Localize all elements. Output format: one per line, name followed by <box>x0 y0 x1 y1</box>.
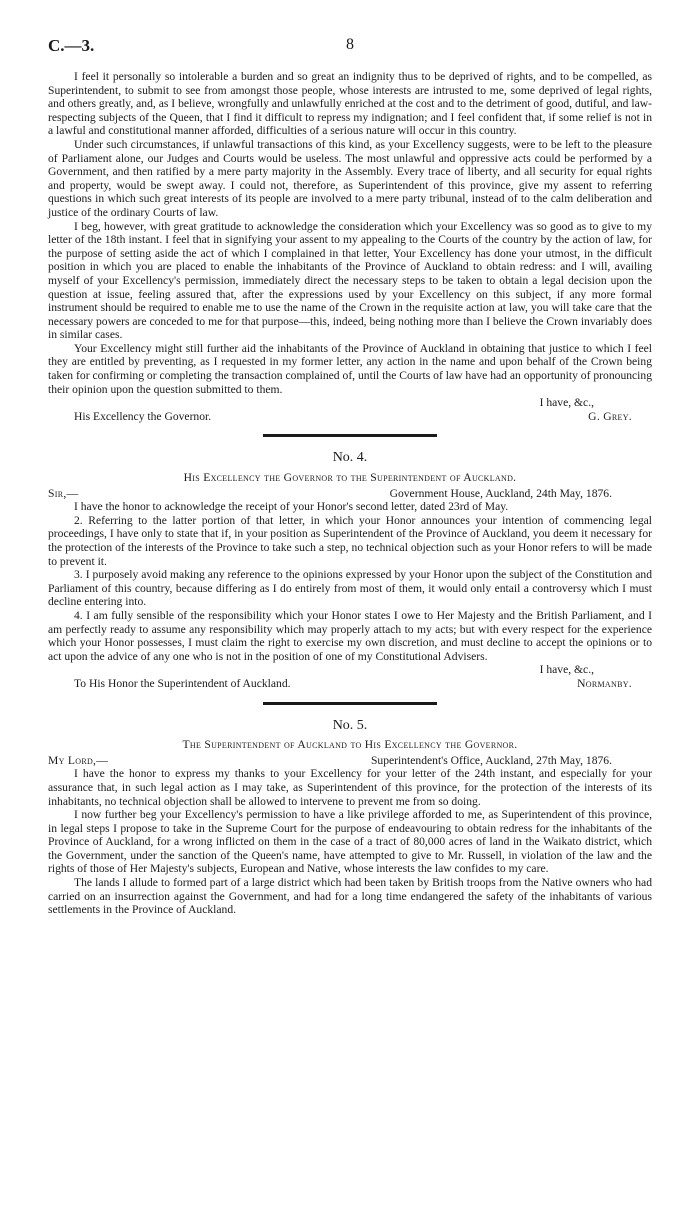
salutation: Sir,— <box>48 486 79 500</box>
letter-heading: The Superintendent of Auckland to His Excellency the Governor. <box>182 738 518 752</box>
document-reference: C.—3. <box>48 36 95 55</box>
addressee: To His Honor the Superintendent of Auckland. <box>74 676 291 690</box>
paragraph: Under such circumstances, if unlawful transactions of this kind, as your Excellency suggests, were to be left to the pleasure of Parliament alone, our Judges and Courts would be useless. The most unlawful and oppressive acts could be performed by a Government, and then ratified by a mere party majority in the Assembly. Every trace of liberty, and all security for equal rights and property, would be swept away. I could not, therefore, as Superintendent of this province, give my assent to referring questions in which such great interests of its people are involved to a mere party tribunal, instead of to the calm deliberation and justice of the ordinary Courts of law. <box>48 137 652 219</box>
paragraph: I have the honor to express my thanks to your Excellency for your letter of the 24th instant, and especially for your assurance that, in such legal action as I may take, as Superintendent of this province, for the protection of the interests of its inhabitants, no technical objection shall be allowed to intervene to prevent me from so doing. <box>48 767 652 808</box>
letter-number: No. 5. <box>332 717 368 733</box>
letter-4 <box>48 451 652 690</box>
paragraph: I beg, however, with great gratitude to acknowledge the consideration which your Excellency was so good as to give to my letter of the 18th instant. I feel that in signifying your assent to my appealing to the Courts of the country by the action of law, for the purpose of setting aside the act of which I complained in that letter, Your Excellency has done your utmost, in the difficult position in which you are placed to enable the inhabitants of the Province of Auckland to obtain redress: and I will, availing myself of your Excellency's permission, immediately direct the necessary steps to be taken to obtain a legal decision upon the question at issue, feeling assured that, after the expressions used by your Excellency on this subject, if any more formal instrument should be required to enable me to use the name of the Crown in the requisite action at law, you will take care that the necessary powers are conceded to me for that purpose—this, indeed, being nothing more than I believe the Crown invariably does in similar cases. <box>48 219 652 342</box>
signature: Normanby. <box>577 676 632 690</box>
paragraph: 3. I purposely avoid making any reference to the opinions expressed by your Honor upon the subject of the Constitution and Parliament of this country, because differing as I do entirely from most of them, it would only entail a controversy which I must decline entering into. <box>48 568 652 609</box>
page-content <box>48 70 652 917</box>
paragraph: 4. I am fully sensible of the responsibility which your Honor states I owe to Her Majesty and the British Parliament, and I am perfectly ready to assume any responsibility which may properly attach to my acts; but with every respect for the experience which your Honor possesses, I must claim the right to exercise my own discretion, and must decline to accept the opinions or to act upon the advice of any one who is not in the position of one of my Constitutional Advisers. <box>48 608 652 663</box>
dateline: Government House, Auckland, 24th May, 1876. <box>389 486 612 500</box>
paragraph: I now further beg your Excellency's permission to have a like privilege afforded to me, as Superintendent of this province, in legal steps I propose to take in the Supreme Court for the purpose of endeavouring to obtain redress for the inhabitants of the Province of Auckland, for a wrong inflicted on them in the case of a tract of 80,000 acres of land in the Waikato district, which the Government, under the sanction of the Queen's name, have attempted to give to Mr. Russell, in violation of the law and the rights of those of Her Majesty's subjects, European and Native, whose interests the law confides to my care. <box>48 808 652 876</box>
salutation-dateline-row <box>48 754 652 768</box>
addressee-signature-row <box>48 677 652 691</box>
signature: G. Grey. <box>588 409 632 423</box>
section-divider <box>263 434 437 437</box>
salutation: My Lord,— <box>48 753 109 767</box>
closing-phrase: I have, &c., <box>539 396 594 410</box>
paragraph: The lands I allude to formed part of a large district which had been taken by British troops from the Native owners who had carried on an insurrection against the Government, and had for a long time endangered the safety of the inhabitants of various settlements in the Province of Auckland. <box>48 876 652 917</box>
salutation-dateline-row <box>48 487 652 501</box>
letter-3-continuation <box>48 70 652 423</box>
letter-5 <box>48 719 652 917</box>
paragraph: I feel it personally so intolerable a burden and so great an indignity thus to be deprived of rights, and to be compelled, as Superintendent, to submit to see from amongst those people, whose interests are intrusted to me, some deprived of legal rights, and others greatly, and, as I believe, wrongfully and unlawfully enriched at the cost and to the detriment of good, dutiful, and law-respecting subjects of the Queen, that I find it difficult to repress my indignation; and I feel confident that, if some relief is not in a lawful and constitutional manner afforded, difficulties of a serious nature will occur in this country. <box>48 70 652 138</box>
letter-heading: His Excellency the Governor to the Superintendent of Auckland. <box>183 471 517 485</box>
paragraph: I have the honor to acknowledge the receipt of your Honor's second letter, dated 23rd of May. <box>74 500 509 514</box>
closing-phrase: I have, &c., <box>539 663 594 677</box>
dateline: Superintendent's Office, Auckland, 27th May, 1876. <box>370 753 612 767</box>
page-header <box>48 36 652 56</box>
page-number: 8 <box>346 36 354 53</box>
addressee: His Excellency the Governor. <box>74 409 212 423</box>
section-divider <box>263 702 437 705</box>
paragraph: Your Excellency might still further aid the inhabitants of the Province of Auckland in obtaining that justice to which I feel they are entitled by preventing, as I requested in my former letter, any action in the name and upon behalf of the Crown being taken for confirming or completing the transaction complained of, until the Courts of law have had an opportunity of pronouncing their opinion upon the question submitted to them. <box>48 341 652 396</box>
letter-number: No. 4. <box>332 450 368 466</box>
addressee-signature-row <box>48 410 652 424</box>
paragraph: 2. Referring to the latter portion of that letter, in which your Honor announces your intention of commencing legal proceedings, I have only to state that if, in your position as Superintendent of the Province of Auckland, you deem it necessary for the protection of the interests of the Province to take such a step, no technical objection such as your Honor refers to will be made to prevent it. <box>48 513 652 568</box>
